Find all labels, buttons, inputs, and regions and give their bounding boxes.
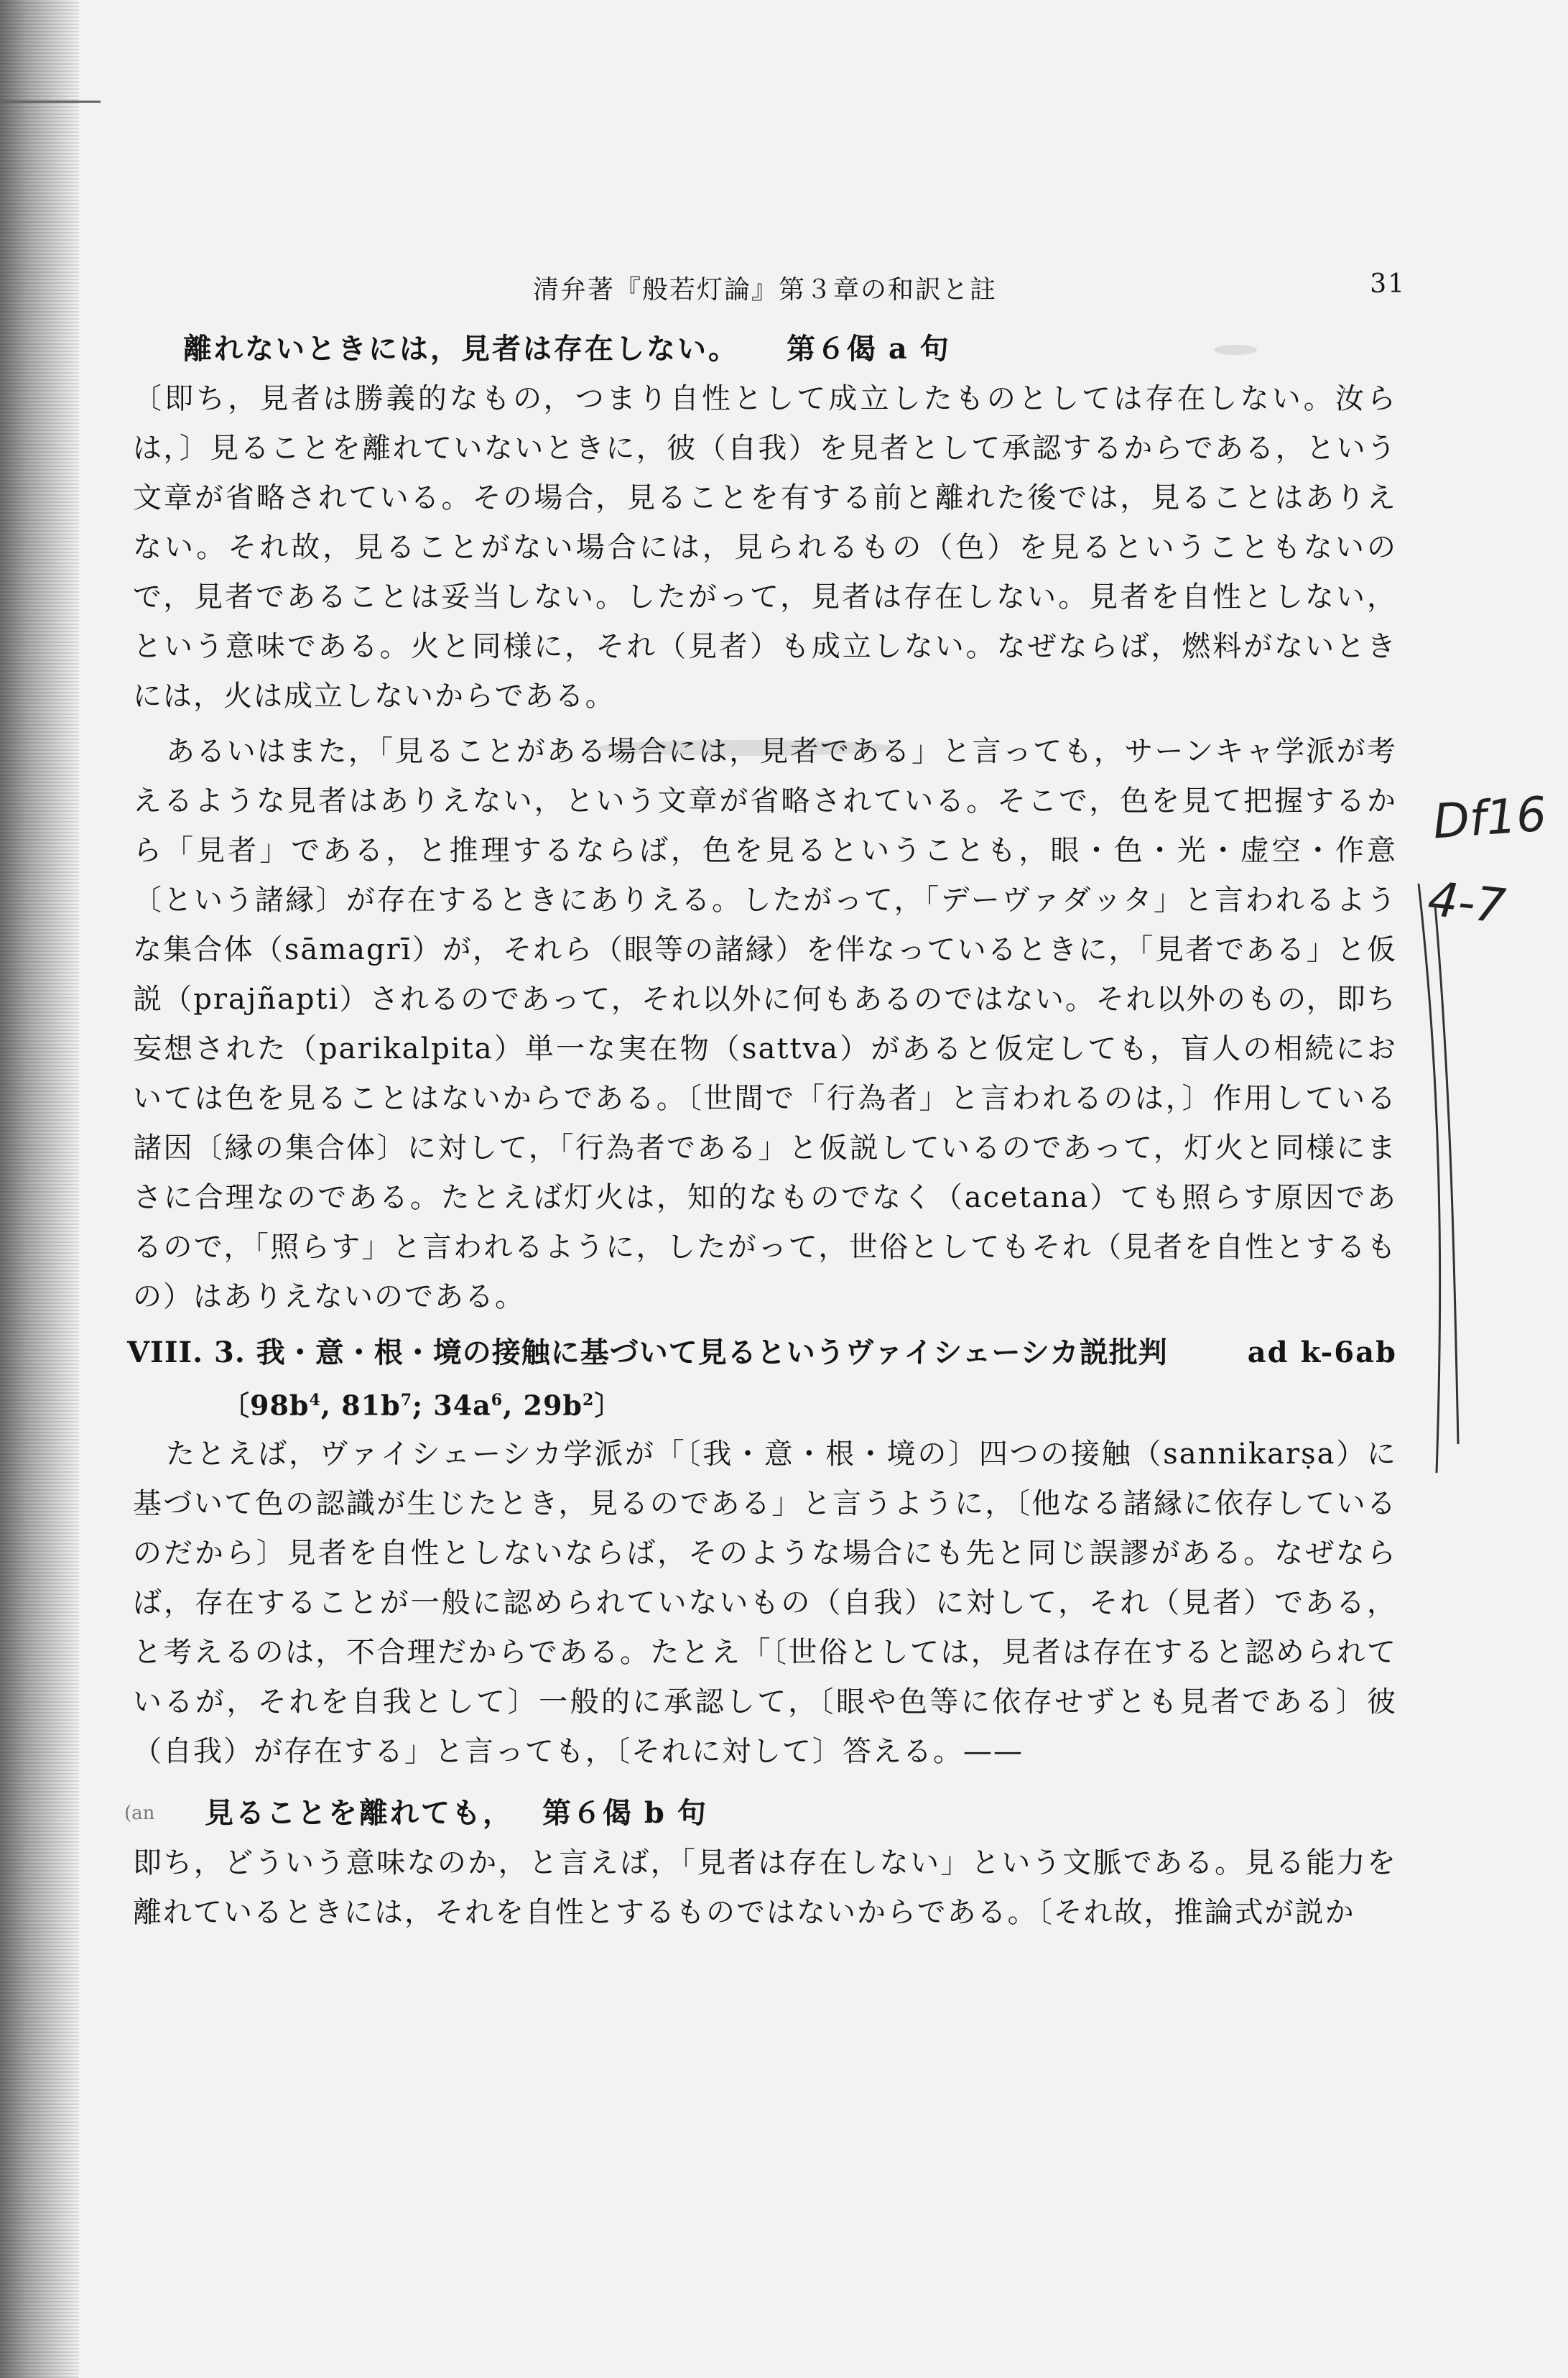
verse-reference: 第６偈 a 句: [787, 332, 950, 366]
verse-text: 離れないときには，見者は存在しない。: [183, 332, 739, 366]
scan-binding-shadow: [0, 0, 79, 2378]
section-verse-reference: ad k-6ab: [1247, 1336, 1397, 1369]
verse-text: 見ることを離れても，: [205, 1796, 514, 1830]
page-body: [124, 269, 1406, 1938]
commentary-paragraph: あるいはまた，「見ることがある場合には，見者である」と言っても，サーンキャ学派が考えるような見者はありえない，という文章が省略されている。そこで，色を見て把握するから「見者」である，と推理するならば，色を見るということも，眼・色・光・虚空・作意〔という諸縁〕が存在するときにありえる。したがって，「デーヴァダッタ」と言われるような集合体（sāmagrī）が，それら（眼等の諸縁）を伴なっているときに，「見者である」と仮説（prajñapti）されるのであって，それ以外に何もあるのではない。それ以外のもの，即ち妄想された（parikalpita）単一な実在物（sattva）があると仮定しても，盲人の相続においては色を見ることはないからである。〔世間で「行為者」と言われるのは，〕作用している諸因〔縁の集合体〕に対して，「行為者である」と仮説しているのであって，灯火と同様にまさに合理なのである。たとえば灯火は，知的なものでなく（acetana）ても照らす原因であるので，「照らす」と言われるように，したがって，世俗としてもそれ（見者を自性とするもの）はありえないのである。: [133, 735, 1397, 1313]
page-number: 31: [1370, 269, 1406, 299]
section-title: VIII. 3. 我・意・根・境の接触に基づいて見るというヴァイシェーシカ説批判: [127, 1336, 1168, 1369]
verse-6b: [124, 1788, 1397, 1838]
running-title: 清弁著『般若灯論』第３章の和訳と註: [532, 275, 997, 305]
stray-mark: (an: [124, 1803, 155, 1824]
commentary-paragraph: 即ち，どういう意味なのか，と言えば，「見者は存在しない」という文脈である。見る能力を離れているときには，それを自性とするものではないからである。〔それ故，推論式が説か: [133, 1846, 1397, 1929]
handwritten-annotation-range: 4-7: [1425, 871, 1508, 935]
running-head: [133, 269, 1406, 313]
section-folio-references: 〔$98b^4$, $81b^7$; $34a^6$, $29b^2$〕: [222, 1389, 623, 1422]
verse-6a: [133, 324, 1397, 374]
section-heading: [127, 1329, 1397, 1377]
scan-edge-mark: [0, 101, 101, 103]
commentary-paragraph: たとえば，ヴァイシェーシカ学派が「〔我・意・根・境の〕四つの接触（sannikarṣa）に基づいて色の認識が生じたとき，見るのである」と言うように，〔他なる諸縁に依存しているのだから〕見者を自性としないならば，そのような場合にも先と同じ誤謬がある。なぜならば，存在することが一般に認められていないもの（自我）に対して，それ（見者）である，と考えるのは，不合理だからである。たとえ「〔世俗としては，見者は存在すると認められているが，それを自我として〕一般的に承認して，〔眼や色等に依存せずとも見者である〕彼（自我）が存在する」と言っても，〔それに対して〕答える。——: [133, 1438, 1397, 1768]
commentary-paragraph: 〔即ち，見者は勝義的なもの，つまり自性として成立したものとしては存在しない。汝らは，〕見ることを離れていないときに，彼（自我）を見者として承認するからである，という文章が省略されている。その場合，見ることを有する前と離れた後では，見ることはありえない。それ故，見ることがない場合には，見られるもの（色）を見るということもないので，見者であることは妥当しない。したがって，見者は存在しない。見者を自性としない，という意味である。火と同様に，それ（見者）も成立しない。なぜならば，燃料がないときには，火は成立しないからである。: [133, 382, 1397, 713]
handwritten-annotation-code: Df16: [1431, 786, 1549, 850]
verse-reference: 第６偈 b 句: [542, 1796, 708, 1830]
